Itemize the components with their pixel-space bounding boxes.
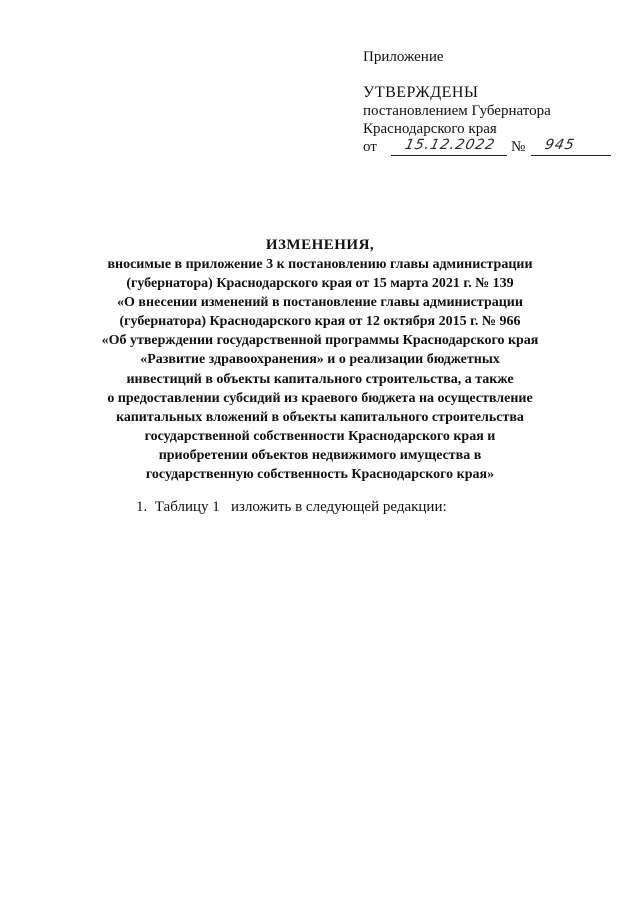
subtitle-line: «Развитие здравоохранения» и о реализации бюджетных — [140, 352, 500, 368]
subtitle-line: капитальных вложений в объекты капитального строительства — [116, 409, 524, 425]
number-field — [531, 138, 611, 156]
approved-label: УТВЕРЖДЕНЫ — [363, 84, 479, 101]
subtitle-line: государственную собственность Краснодарского края» — [145, 467, 495, 483]
number-label: № — [511, 139, 526, 155]
spacer — [363, 66, 623, 84]
subtitle-line: государственной собственности Краснодарского края и — [144, 428, 496, 444]
document-title: ИЗМЕНЕНИЯ, — [265, 237, 375, 253]
subtitle-line: «О внесении изменений в постановление главы администрации — [117, 295, 523, 311]
subtitle-line: (губернатора) Краснодарского края от 15 марта 2021 г. № 139 — [126, 276, 514, 292]
paragraph-item-1: 1. Таблицу 1 изложить в следующей редакции: — [136, 499, 447, 515]
date-field — [391, 138, 507, 156]
document-title-block — [0, 236, 640, 484]
date-number-row — [363, 138, 623, 156]
subtitle-line: о предоставлении субсидий из краевого бюджета на осуществление — [107, 390, 533, 406]
subtitle-line: (губернатора) Краснодарского края от 12 октября 2015 г. № 966 — [119, 314, 521, 330]
subtitle-line: вносимые в приложение 3 к постановлению главы администрации — [107, 257, 533, 272]
approval-line-1: постановлением Губернатора — [363, 103, 551, 119]
approval-block — [363, 48, 623, 156]
subtitle-line: инвестиций в объекты капитального строительства, а также — [126, 371, 514, 387]
subtitle-line: приобретении объектов недвижимого имущества в — [158, 447, 482, 463]
subtitle-line: «Об утверждении государственной программы Краснодарского края — [101, 333, 539, 349]
approval-line-2: Краснодарского края — [363, 121, 497, 137]
handwritten-number: 945 — [543, 137, 577, 153]
document-subtitle — [0, 255, 640, 484]
handwritten-date: 15.12.2022 — [403, 137, 497, 153]
appendix-label: Приложение — [363, 49, 444, 65]
from-label: от — [363, 139, 377, 155]
